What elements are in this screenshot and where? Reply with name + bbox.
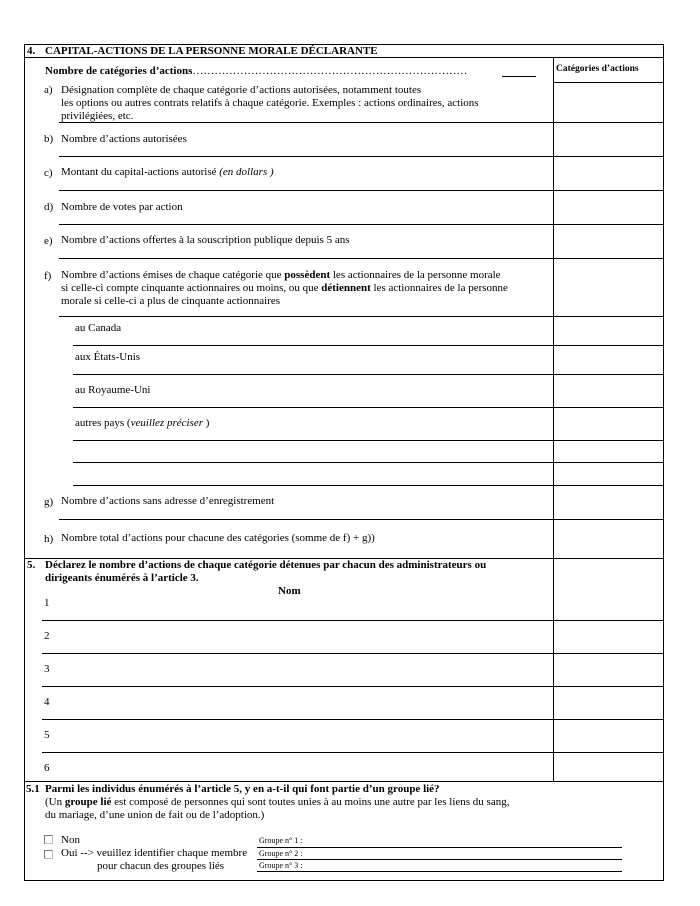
checkbox-yes[interactable]	[44, 850, 53, 859]
desc-text: (Un	[45, 796, 65, 808]
option-no-label: Non	[61, 834, 80, 846]
other-countries-end: )	[203, 417, 210, 429]
checkbox-no[interactable]	[44, 835, 53, 844]
country-usa: aux États-Unis	[75, 351, 141, 363]
desc-text: est composé de personnes qui sont toutes unies à au moins une autre par les liens du sang,	[111, 796, 510, 808]
item-c-text: Montant du capital-actions autorisé	[61, 166, 217, 178]
divider	[73, 462, 664, 463]
row-number: 4	[44, 696, 50, 708]
divider	[42, 719, 664, 720]
item-b-text: Nombre d’actions autorisées	[61, 133, 187, 145]
divider	[553, 82, 664, 83]
divider	[59, 156, 664, 157]
item-letter: d)	[44, 201, 54, 213]
item-f-text: morale si celle-ci a plus de cinquante actionnaires	[61, 295, 280, 307]
item-letter: b)	[44, 133, 54, 145]
item-f-bold: possèdent	[284, 269, 331, 281]
divider	[59, 316, 664, 317]
group-1-field[interactable]	[257, 847, 622, 848]
divider	[59, 519, 664, 520]
column-divider-section5	[553, 558, 554, 781]
divider	[73, 485, 664, 486]
country-uk: au Royaume-Uni	[75, 384, 151, 396]
item-f-text: Nombre d’actions émises de chaque catégorie que	[61, 269, 285, 281]
divider	[59, 190, 664, 191]
item-g-text: Nombre d’actions sans adresse d’enregistrement	[61, 495, 275, 507]
divider	[42, 686, 664, 687]
divider	[59, 224, 664, 225]
section-title: Parmi les individus énumérés à l’article 5, y en a-t-il qui font partie d’un groupe lié?	[45, 783, 440, 795]
item-f-text: les actionnaires de la personne	[370, 282, 508, 294]
item-letter: h)	[44, 533, 54, 545]
row-number: 6	[44, 762, 50, 774]
row-number: 3	[44, 663, 50, 675]
group-3-field[interactable]	[257, 871, 622, 872]
section-number: 4.	[27, 45, 36, 57]
other-countries-hint: veuillez préciser	[130, 417, 203, 429]
item-letter: g)	[44, 496, 54, 508]
item-letter: a)	[44, 84, 53, 96]
group-2-field[interactable]	[257, 859, 622, 860]
divider	[73, 374, 664, 375]
divider	[42, 752, 664, 753]
group-label: Groupe n° 1 :	[259, 836, 303, 845]
option-yes-label: Oui --> veuillez identifier chaque membre	[61, 847, 248, 859]
option-yes-label-line2: pour chacun des groupes liés	[97, 860, 225, 872]
item-e-text: Nombre d’actions offertes à la souscription publique depuis 5 ans	[61, 234, 350, 246]
divider	[59, 258, 664, 259]
section-number: 5.1	[26, 783, 40, 795]
group-label: Groupe n° 3 :	[259, 861, 303, 870]
desc-line2: du mariage, d’une union de fait ou de l’adoption.)	[45, 809, 265, 821]
column-divider	[553, 57, 554, 558]
divider	[42, 653, 664, 654]
desc-bold: groupe lié	[64, 796, 112, 808]
name-header: Nom	[278, 585, 301, 597]
item-letter: e)	[44, 235, 53, 247]
divider	[42, 620, 664, 621]
dot-leader: …………………………………………………………………	[192, 65, 468, 77]
item-letter: f)	[44, 270, 52, 282]
item-a-line1: Désignation complète de chaque catégorie d’actions autorisées, notamment toutes	[61, 84, 422, 96]
section-divider	[24, 781, 664, 782]
divider	[59, 122, 664, 123]
divider	[73, 440, 664, 441]
item-a-line3: privilégiées, etc.	[61, 110, 134, 122]
country-canada: au Canada	[75, 322, 122, 334]
item-f-bold: détiennent	[321, 282, 371, 294]
item-f-text: les actionnaires de la personne morale	[330, 269, 501, 281]
item-h-text: Nombre total d’actions pour chacune des catégories (somme de f) + g))	[61, 532, 375, 544]
categories-count-field[interactable]	[502, 76, 536, 77]
section-title: CAPITAL-ACTIONS DE LA PERSONNE MORALE DÉCLARANTE	[45, 45, 378, 57]
column-header: Catégories d’actions	[556, 64, 639, 74]
section-number: 5.	[27, 559, 36, 571]
row-number: 1	[44, 597, 50, 609]
group-label: Groupe n° 2 :	[259, 849, 303, 858]
divider	[73, 345, 664, 346]
other-countries: autres pays (	[75, 417, 131, 429]
categories-label: Nombre de catégories d’actions	[45, 65, 193, 77]
item-a-line2: les options ou autres contrats relatifs à chaque catégorie. Exemples : actions ordinaires, actions	[61, 97, 479, 109]
section-title-line2: dirigeants énumérés à l’article 3.	[45, 572, 199, 584]
row-number: 2	[44, 630, 50, 642]
divider	[73, 407, 664, 408]
item-f-text: si celle-ci compte cinquante actionnaires ou moins, ou que	[61, 282, 322, 294]
row-number: 5	[44, 729, 50, 741]
item-c-unit: (en dollars )	[219, 166, 274, 178]
section-title-line1: Déclarez le nombre d’actions de chaque catégorie détenues par chacun des administrateurs ou	[45, 559, 487, 571]
item-letter: c)	[44, 167, 53, 179]
item-d-text: Nombre de votes par action	[61, 201, 183, 213]
